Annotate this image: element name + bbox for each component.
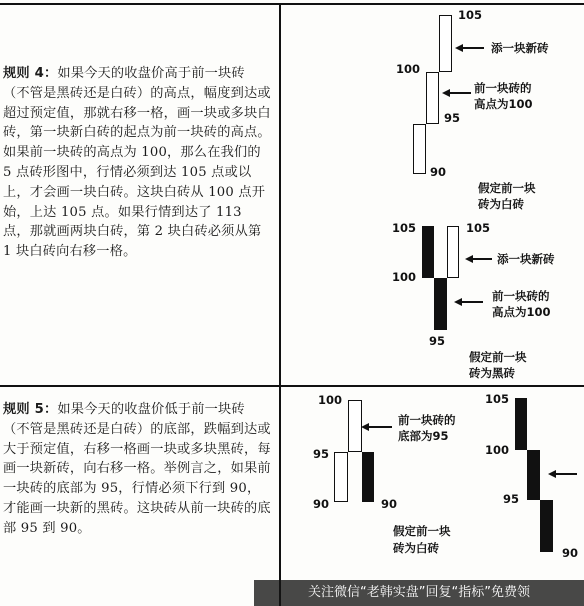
price-label: 105 xyxy=(458,8,483,22)
arrow-line xyxy=(555,473,577,475)
top-border xyxy=(0,3,584,5)
white-brick xyxy=(426,72,439,124)
column-divider xyxy=(279,3,281,606)
white-brick xyxy=(334,452,348,502)
price-label: 105 xyxy=(485,392,510,406)
rule-5-body: 如果今天的收盘价低于前一块砖（不管是黑砖还是白砖）的底部，跌幅到达或大于预定值，右移一格画一块或多块黑砖，每画一块新砖，向右移一格。举例言之，如果前一块砖的底部为 95，行情必须下行到 90，才能画一块新的黑砖。这块砖从前一块砖的底部 95 到 90。 xyxy=(3,402,271,536)
price-label: 100 xyxy=(485,443,510,457)
arrow-line xyxy=(462,47,484,49)
caption: 假定前一块 xyxy=(469,350,527,364)
price-label: 95 xyxy=(444,111,461,125)
caption: 假定前一块 xyxy=(478,181,536,195)
annotation: 前一块砖的 xyxy=(398,413,456,427)
annotation: 底部为95 xyxy=(398,429,449,443)
arrow-line xyxy=(368,426,392,428)
annotation: 添一块新砖 xyxy=(491,41,549,55)
caption: 假定前一块 xyxy=(393,524,451,538)
price-label: 90 xyxy=(562,546,579,560)
annotation: 前一块砖的 xyxy=(492,289,550,303)
price-label: 90 xyxy=(313,497,330,511)
black-brick-new xyxy=(362,452,374,502)
white-brick xyxy=(348,400,362,452)
price-label: 100 xyxy=(396,62,421,76)
black-brick xyxy=(527,450,540,500)
rule-5-text xyxy=(3,400,271,539)
price-label: 105 xyxy=(392,221,417,235)
black-brick xyxy=(434,278,447,330)
price-label: 90 xyxy=(381,497,398,511)
price-label: 90 xyxy=(430,165,447,179)
price-label: 95 xyxy=(313,447,330,461)
price-label: 105 xyxy=(466,221,491,235)
rule-4-body: 如果今天的收盘价高于前一块砖（不管是黑砖还是白砖）的高点，幅度到达或超过预定值，那就右移一格，画一块或多块白砖，第一块新白砖的起点为前一块砖的高点。如果前一块砖的高点为 100，那么在我们的 5 点砖形图中，行情必须到达 105 点或以上，才会画一块白砖。这块白砖从 100 点开始，上达 105 点。如果行情到达了 113 点，那就画两块白砖，第 2 块白砖必须从第 1 块白砖向右移一格。 xyxy=(3,66,271,260)
black-brick-new xyxy=(540,500,553,552)
white-brick-new xyxy=(447,226,459,278)
rule-4-lead: 规则 4： xyxy=(3,66,58,81)
white-brick xyxy=(413,124,426,174)
caption: 砖为白砖 xyxy=(478,197,524,211)
price-label: 100 xyxy=(318,393,343,407)
black-brick xyxy=(422,226,434,278)
row-divider xyxy=(0,385,584,387)
arrow-line xyxy=(461,301,483,303)
rule-5-lead: 规则 5： xyxy=(3,402,58,417)
price-label: 95 xyxy=(429,334,446,348)
arrow-line xyxy=(472,258,492,260)
black-brick xyxy=(515,398,527,450)
watermark-banner: 关注微信“老韩实盘”回复“指标”免费领 xyxy=(254,580,584,606)
price-label: 95 xyxy=(503,492,520,506)
annotation: 前一块砖的 xyxy=(474,81,532,95)
annotation: 高点为100 xyxy=(492,305,551,319)
rule-4-text xyxy=(3,64,271,262)
caption: 砖为黑砖 xyxy=(469,366,515,380)
arrow-line xyxy=(449,92,471,94)
price-label: 100 xyxy=(392,270,417,284)
white-brick-new xyxy=(439,15,452,72)
caption: 砖为白砖 xyxy=(393,541,439,555)
annotation: 高点为100 xyxy=(474,97,533,111)
annotation: 添一块新砖 xyxy=(497,252,555,266)
